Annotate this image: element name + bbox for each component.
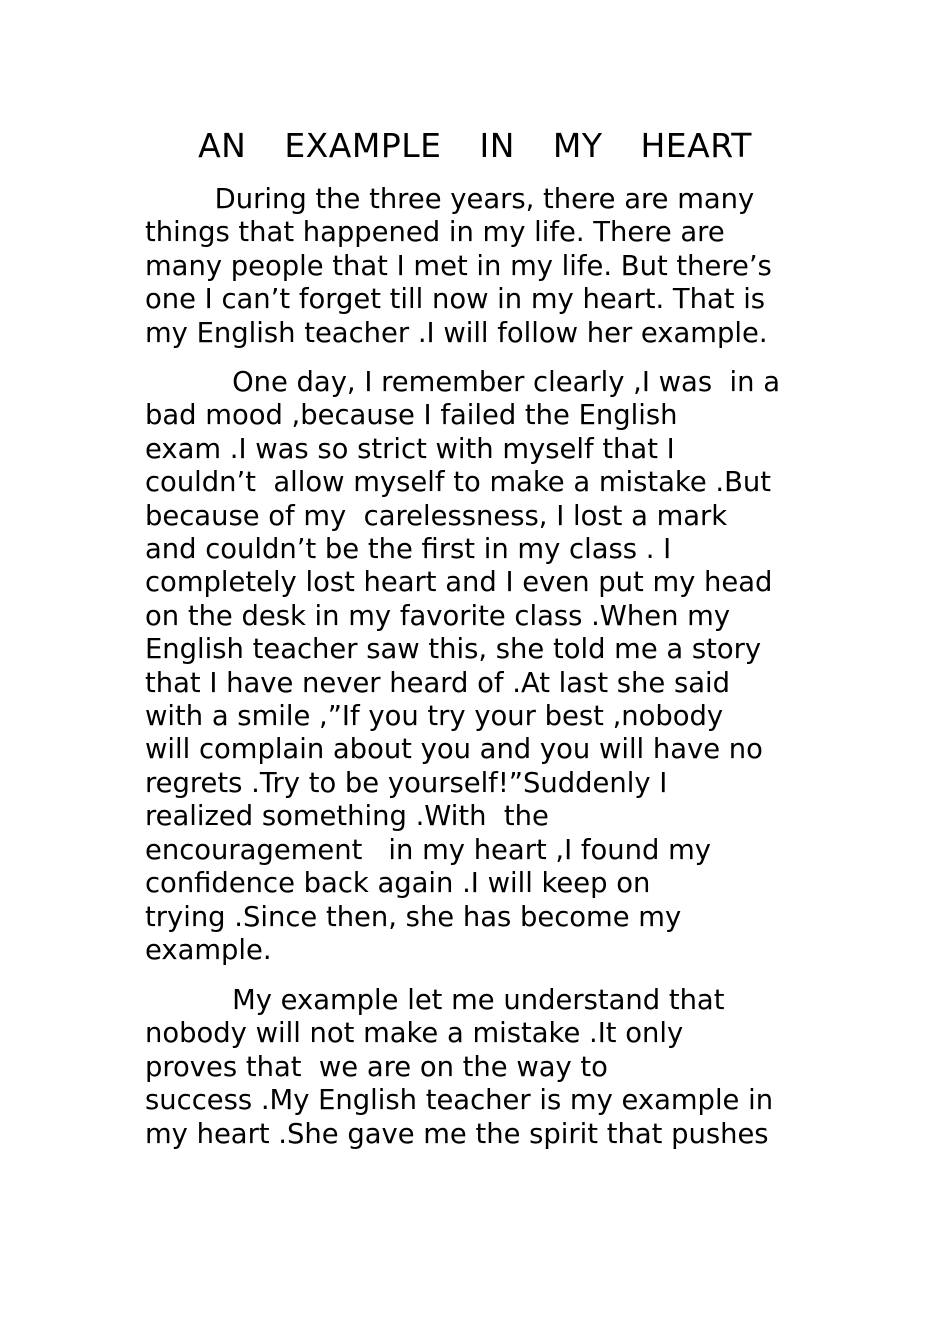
paragraph-1: [145, 183, 825, 350]
text-line: One day, I remember clearly ,I was in a: [145, 367, 780, 398]
text-line: one I can’t forget till now in my heart. That is: [145, 284, 766, 316]
text-line: encouragement in my heart ,I found my: [145, 834, 712, 866]
text-line: During the three years, there are many: [145, 184, 755, 215]
text-line: and couldn’t be the first in my class . I: [145, 534, 672, 566]
text-line: my heart .She gave me the spirit that pushes: [145, 1118, 769, 1150]
text-line: English teacher saw this, she told me a story: [145, 634, 762, 666]
text-line: realized something .With the: [145, 801, 549, 833]
text-line: on the desk in my favorite class .When my: [145, 600, 731, 632]
document-title: AN EXAMPLE IN MY HEART: [198, 126, 752, 165]
text-line: trying .Since then, she has become my: [145, 901, 682, 933]
text-line: many people that I met in my life. But there’s: [145, 250, 772, 282]
text-line: completely lost heart and I even put my head: [145, 567, 773, 599]
text-line: things that happened in my life. There are: [145, 217, 725, 249]
text-line: couldn’t allow myself to make a mistake .But: [145, 467, 771, 499]
text-line: nobody will not make a mistake .It only: [145, 1018, 684, 1050]
text-line: will complain about you and you will have no: [145, 734, 763, 766]
text-line: regrets .Try to be yourself!”Suddenly I: [145, 767, 668, 799]
text-line: confidence back again .I will keep on: [145, 868, 651, 900]
text-line: with a smile ,”If you try your best ,nobody: [145, 701, 724, 733]
text-line: exam .I was so strict with myself that I: [145, 433, 675, 465]
text-line: that I have never heard of .At last she said: [145, 667, 731, 699]
text-line: bad mood ,because I failed the English: [145, 400, 678, 432]
text-line: My example let me understand that: [145, 985, 725, 1016]
text-line: proves that we are on the way to: [145, 1051, 608, 1083]
paragraph-3: [145, 984, 825, 1151]
text-line: success .My English teacher is my example in: [145, 1085, 774, 1117]
text-line: example.: [145, 934, 272, 966]
text-line: my English teacher .I will follow her example.: [145, 317, 768, 349]
paragraph-2: [145, 366, 825, 967]
text-line: because of my carelessness, I lost a mark: [145, 500, 728, 532]
